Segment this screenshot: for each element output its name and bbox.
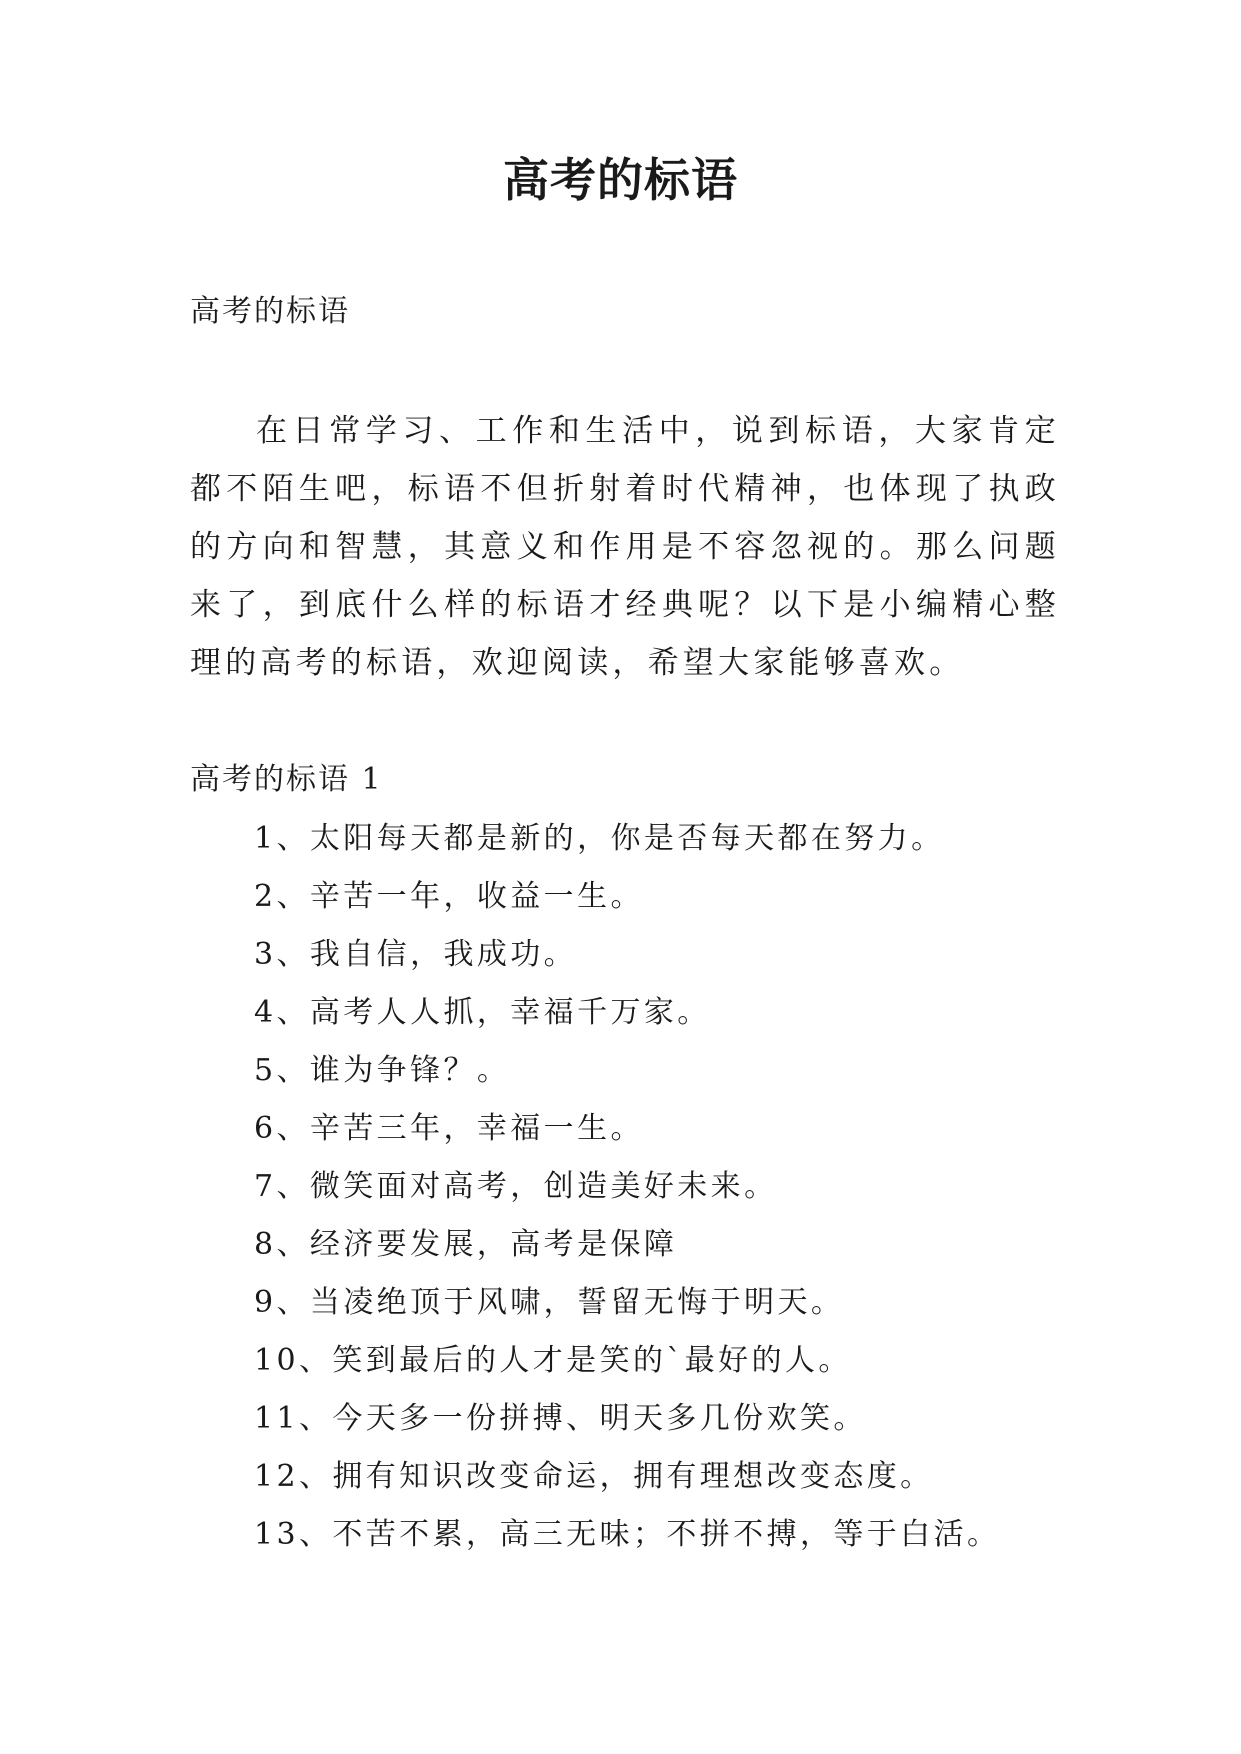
slogan-item: 5、谁为争锋？。 [254,1053,511,1088]
slogan-item: 11、今天多一份拼搏、明天多几份欢笑。 [254,1401,867,1436]
document-subtitle: 高考的标语 [190,294,350,329]
slogan-item: 9、当凌绝顶于风啸，誓留无悔于明天。 [254,1285,845,1320]
slogan-item: 6、辛苦三年，幸福一生。 [254,1111,644,1146]
slogan-item: 12、拥有知识改变命运，拥有理想改变态度。 [254,1459,934,1494]
slogan-item: 13、不苦不累，高三无味；不拼不搏，等于白活。 [254,1517,1001,1552]
slogan-item: 4、高考人人抓，幸福千万家。 [254,995,711,1030]
slogan-item: 3、我自信，我成功。 [254,937,578,972]
slogan-item: 10、笑到最后的人才是笑的`最好的人。 [254,1343,852,1378]
document-title: 高考的标语 [503,153,738,207]
slogan-item: 1、太阳每天都是新的，你是否每天都在努力。 [254,821,945,856]
section-heading: 高考的标语 1 [190,762,383,797]
slogan-item: 7、微笑面对高考，创造美好未来。 [254,1169,778,1204]
intro-paragraph: 在日常学习、工作和生活中，说到标语，大家肯定都不陌生吧，标语不但折射着时代精神，也体现了执政的方向和智慧，其意义和作用是不容忽视的。那么问题来了，到底什么样的标语才经典呢？以下是小编精心整理的高考的标语，欢迎阅读，希望大家能够喜欢。 [190,413,1060,681]
slogan-list [254,810,1000,1564]
slogan-item: 8、经济要发展，高考是保障 [254,1227,678,1262]
slogan-item: 2、辛苦一年，收益一生。 [254,879,644,914]
